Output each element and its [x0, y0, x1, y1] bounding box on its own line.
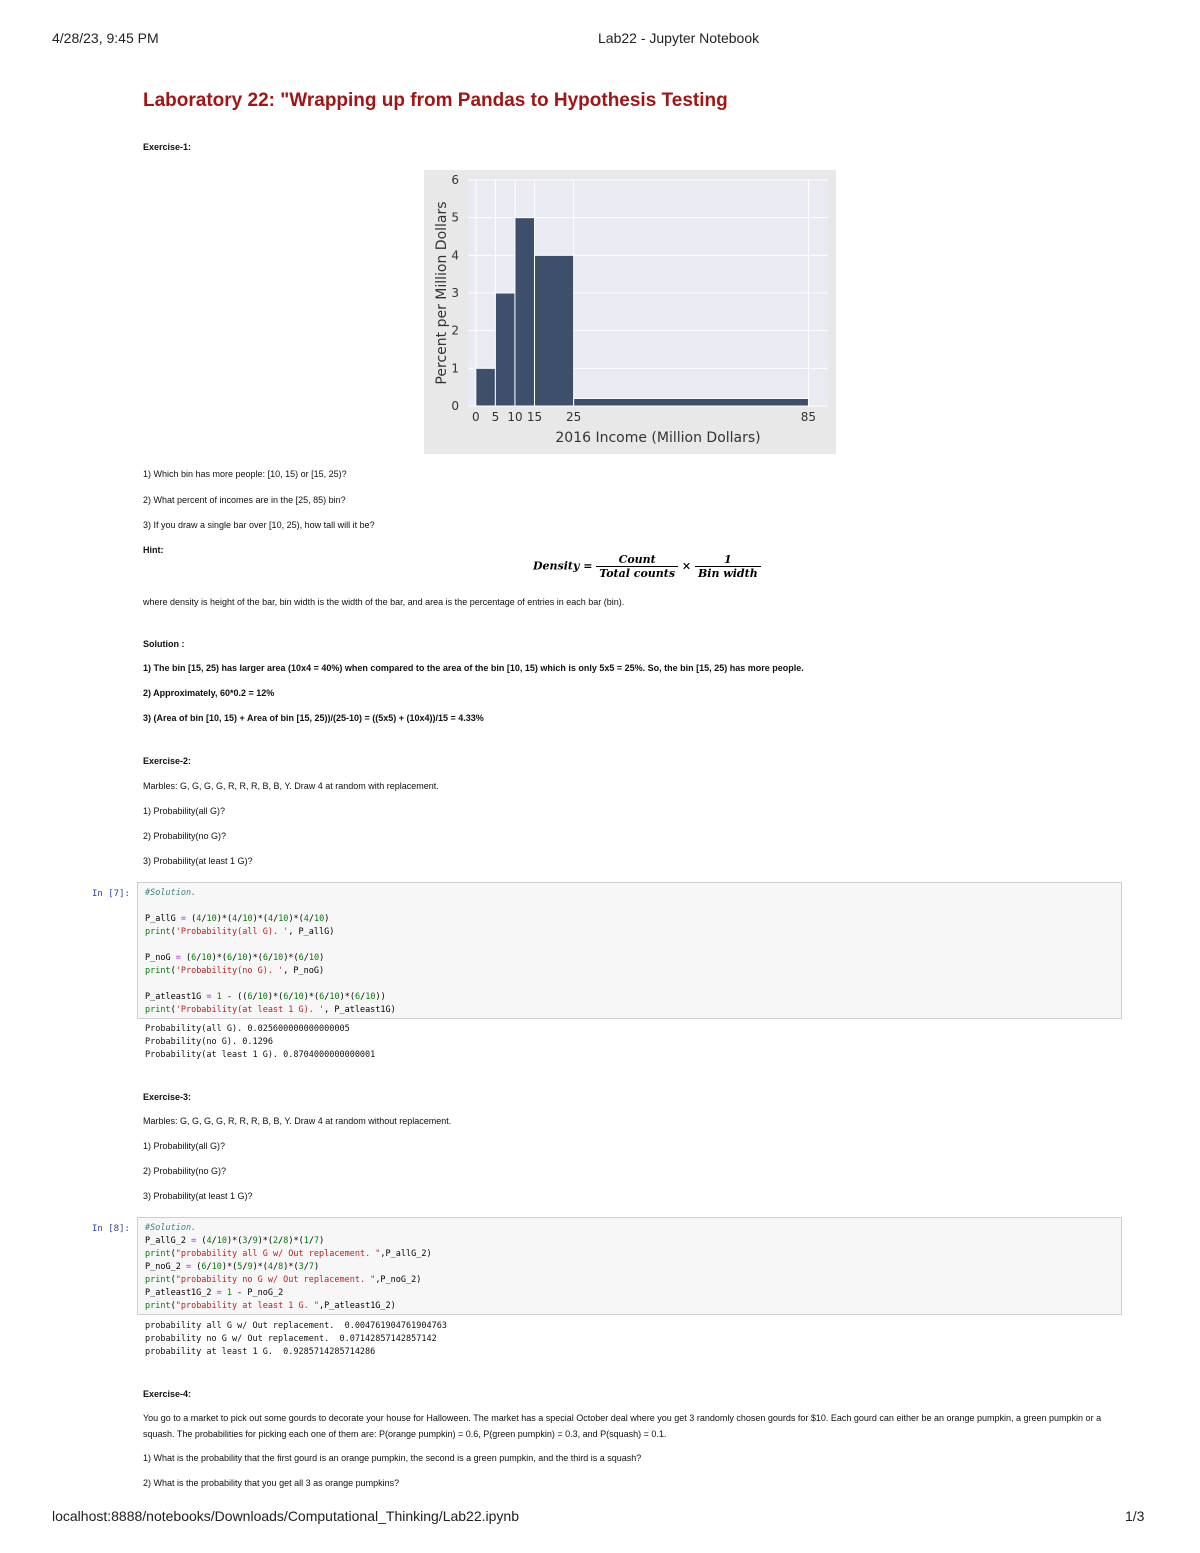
cell7-output-line: Probability(at least 1 G). 0.8704000000000001	[145, 1050, 376, 1060]
cell8-prompt: In [8]:	[92, 1224, 130, 1234]
y-tick-label: 1	[451, 361, 459, 376]
ex1-solution: Solution :	[143, 639, 185, 649]
y-tick-label: 3	[451, 286, 459, 300]
density-formula	[533, 553, 761, 580]
cell8-output-line: probability all G w/ Out replacement. 0.004761904761904763	[145, 1321, 447, 1331]
y-tick-label: 6	[451, 173, 459, 187]
ex2-q3: 3) Probability(at least 1 G)?	[143, 856, 253, 866]
x-tick-label: 15	[526, 410, 543, 424]
print-page-number: 1/3	[1125, 1508, 1145, 1524]
ex4-q1: 1) What is the probability that the first gourd is an orange pumpkin, the second is a green pumpkin, and the third is a squash?	[143, 1453, 642, 1463]
print-url: localhost:8888/notebooks/Downloads/Computational_Thinking/Lab22.ipynb	[52, 1508, 519, 1524]
y-tick-label: 2	[451, 323, 459, 338]
formula-num1: Count	[596, 553, 678, 567]
y-tick-label: 0	[451, 399, 459, 413]
print-datetime: 4/28/23, 9:45 PM	[52, 30, 159, 46]
ex1-q2: 2) What percent of incomes are in the [25, 85) bin?	[143, 495, 346, 505]
ex1-heading: Exercise-1:	[143, 142, 192, 152]
cell8-output-line: probability no G w/ Out replacement. 0.07142857142857142	[145, 1334, 437, 1344]
ex1-where: where density is height of the bar, bin width is the width of the bar, and area is the percentage of entries in each bar (bin).	[143, 597, 625, 607]
formula-left: Density =	[533, 559, 593, 573]
cell7-output	[145, 1023, 375, 1062]
histogram-bar	[495, 293, 515, 406]
ex1-a3: 3) (Area of bin [10, 15) + Area of bin [15, 25))/(25-10) = ((5x5) + (10x4))/15 = 4.33%	[143, 713, 484, 723]
ex1-a1: 1) The bin [15, 25) has larger area (10x4 = 40%) when compared to the area of the bin [10, 15) which is only 5x5 = 25%. So, the bin [15, 25) has more people.	[143, 663, 804, 673]
ex3-marbles: Marbles: G, G, G, G, R, R, R, B, B, Y. Draw 4 at random without replacement.	[143, 1116, 452, 1126]
ex3-q3: 3) Probability(at least 1 G)?	[143, 1191, 253, 1201]
x-tick-label: 0	[472, 410, 480, 424]
ex3-q1: 1) Probability(all G)?	[143, 1141, 226, 1151]
ex3-heading: Exercise-3:	[143, 1092, 192, 1102]
cell7-prompt: In [7]:	[92, 889, 130, 899]
cell7-output-line: Probability(no G). 0.1296	[145, 1037, 273, 1047]
cell7-output-line: Probability(all G). 0.025600000000000005	[145, 1024, 350, 1034]
fraction-count	[596, 553, 678, 580]
ex4-text: You go to a market to pick out some gourds to decorate your house for Halloween. The market has a special October deal where you get 3 randomly chosen gourds for $10. Each gourd can either be an orange pumpkin, a green pumpkin or a squash. The probabilities for picking each one of them are: P(orange pumpkin) = 0.6, P(green pumpkin) = 0.3, and P(squash) = 0.1.	[143, 1413, 1102, 1439]
code-cell-7-source[interactable]: #Solution. P_allG = (4/10)*(4/10)*(4/10)*(4/10) print('Probability(all G). ', P_allG) P_noG = (6/10)*(6/10)*(6/10)*(6/10) print('Probability(no G). ', P_noG) P_atleast1G = 1 - ((6/10)*(6/10)*(6/10)*(6/10)) print('Probability(at least 1 G). ', P_atleast1G)	[145, 888, 396, 1015]
cell8-output	[145, 1320, 447, 1359]
ex1-a2: 2) Approximately, 60*0.2 = 12%	[143, 688, 275, 698]
histogram-bar	[515, 218, 535, 406]
formula-den1: Total counts	[599, 567, 676, 580]
print-doc-title: Lab22 - Jupyter Notebook	[598, 30, 760, 46]
page-title: Laboratory 22: "Wrapping up from Pandas to Hypothesis Testing	[143, 90, 728, 111]
x-axis-label: 2016 Income (Million Dollars)	[555, 430, 761, 446]
x-tick-label: 5	[491, 410, 500, 424]
ex3-q2: 2) Probability(no G)?	[143, 1166, 227, 1176]
histogram-bar	[476, 368, 496, 406]
formula-den2: Bin width	[697, 567, 758, 580]
income-histogram	[424, 170, 836, 454]
ex2-q1: 1) Probability(all G)?	[143, 806, 226, 816]
histogram-bar	[574, 398, 809, 406]
formula-num2: 1	[695, 553, 761, 567]
y-tick-label: 4	[451, 248, 459, 263]
histogram-svg	[424, 170, 836, 454]
ex4-q2: 2) What is the probability that you get all 3 as orange pumpkins?	[143, 1478, 400, 1488]
y-axis-label: Percent per Million Dollars	[434, 201, 450, 385]
x-tick-label: 85	[800, 410, 817, 424]
ex2-heading: Exercise-2:	[143, 756, 192, 766]
ex1-q3: 3) If you draw a single bar over [10, 25), how tall will it be?	[143, 520, 375, 530]
ex2-q2: 2) Probability(no G)?	[143, 831, 227, 841]
cell8-output-line: probability at least 1 G. 0.9285714285714286	[145, 1347, 376, 1357]
code-cell-8-source[interactable]: #Solution. P_allG_2 = (4/10)*(3/9)*(2/8)*(1/7) print("probability all G w/ Out replacement. ",P_allG_2) P_noG_2 = (6/10)*(5/9)*(4/8)*(3/7) print("probability no G w/ Out replacement. ",P_noG_2) P_atleast1G_2 = 1 - P_noG_2 print("probability at least 1 G. ",P_atleast1G_2)	[145, 1223, 432, 1311]
x-tick-label: 25	[566, 410, 582, 424]
ex4-heading: Exercise-4:	[143, 1389, 192, 1399]
y-tick-label: 5	[451, 210, 459, 225]
histogram-bar	[535, 255, 574, 406]
ex2-marbles: Marbles: G, G, G, G, R, R, R, B, B, Y. Draw 4 at random with replacement.	[143, 781, 439, 791]
ex1-hint: Hint:	[143, 545, 164, 555]
formula-times: ×	[681, 559, 692, 573]
fraction-binwidth	[695, 553, 761, 580]
ex1-q1: 1) Which bin has more people: [10, 15) or [15, 25)?	[143, 469, 347, 479]
x-tick-label: 10	[507, 410, 523, 424]
